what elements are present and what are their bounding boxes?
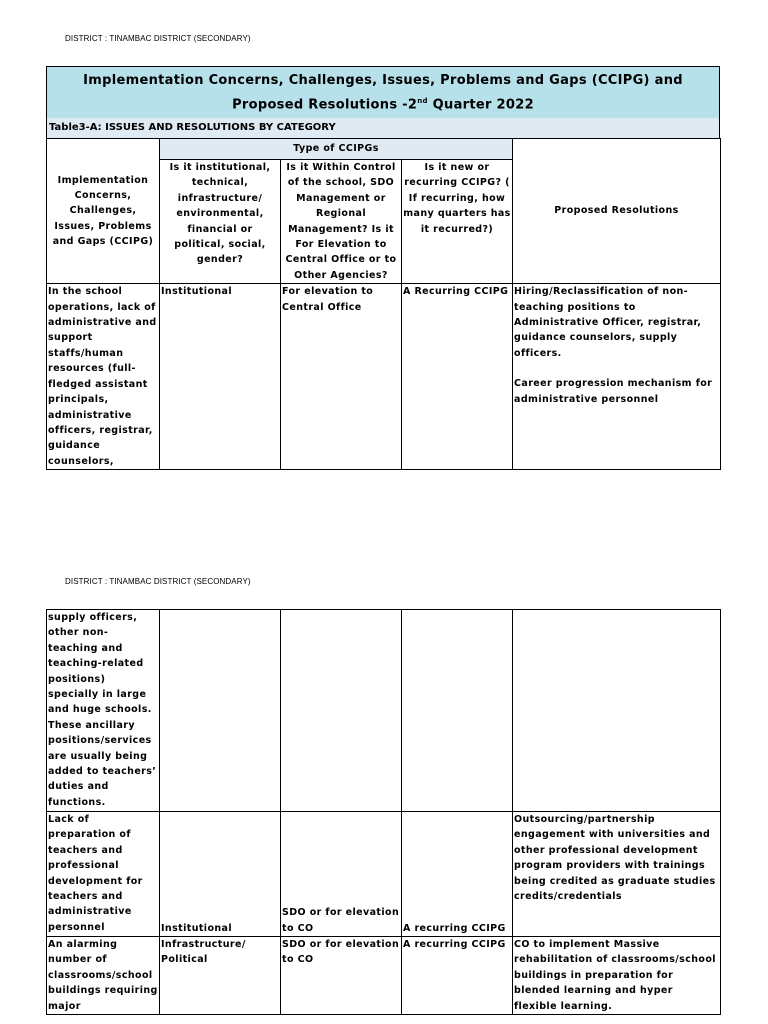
header-type-group: Type of CCIPGs bbox=[160, 139, 513, 160]
cell-ccipg: In the school operations, lack of administrative and support staffs/human resources (full-fledged assistant principals, administrative officers, registrar, guidance counselors, bbox=[47, 284, 160, 470]
cell-ccipg: supply officers, other non-teaching and teaching-related positions) specially in large and huge schools. These ancillary positions/services are usually being added to teachers’ duties and functions. bbox=[47, 610, 160, 812]
cell-recurring: A recurring CCIPG bbox=[402, 812, 513, 937]
cell-type bbox=[160, 610, 281, 812]
cell-resolution bbox=[513, 610, 721, 812]
header-institutional: Is it institutional, technical, infrastructure/ environmental, financial or political, social, gender? bbox=[160, 160, 281, 284]
ccipg-table-page2 bbox=[46, 609, 721, 1015]
ccipg-table-page1 bbox=[46, 138, 721, 470]
resolution-paragraph-2: Career progression mechanism for administrative personnel bbox=[514, 378, 713, 405]
title-line-2: Proposed Resolutions -2nd Quarter 2022 bbox=[232, 96, 534, 113]
report-title bbox=[83, 70, 683, 115]
cell-control: SDO or for elevation to CO bbox=[281, 937, 402, 1015]
title-line-1: Implementation Concerns, Challenges, Issues, Problems and Gaps (CCIPG) and bbox=[83, 72, 683, 88]
cell-control: For elevation to Central Office bbox=[281, 284, 402, 470]
table-row bbox=[47, 812, 721, 937]
header-resolutions: Proposed Resolutions bbox=[513, 139, 721, 284]
header-control: Is it Within Control of the school, SDO Management or Regional Management? Is it For Elevation to Central Office or to Other Agencies? bbox=[281, 160, 402, 284]
header-recurring: Is it new or recurring CCIPG? ( If recurring, how many quarters has it recurred?) bbox=[402, 160, 513, 284]
cell-resolution bbox=[513, 284, 721, 470]
cell-recurring: A Recurring CCIPG bbox=[402, 284, 513, 470]
cell-type: Infrastructure/ Political bbox=[160, 937, 281, 1015]
table-caption: Table3-A: ISSUES AND RESOLUTIONS BY CATEGORY bbox=[46, 118, 720, 139]
district-label-page2: DISTRICT : TINAMBAC DISTRICT (SECONDARY) bbox=[65, 577, 251, 586]
cell-recurring: A recurring CCIPG bbox=[402, 937, 513, 1015]
table-row bbox=[47, 610, 721, 812]
cell-resolution: CO to implement Massive rehabilitation of classrooms/school buildings in preparation for blended learning and hyper flexible learning. bbox=[513, 937, 721, 1015]
cell-control: SDO or for elevation to CO bbox=[281, 812, 402, 937]
resolution-paragraph-1: Hiring/Reclassification of non-teaching positions to Administrative Officer, registrar, guidance counselors, supply officers. bbox=[514, 286, 702, 359]
cell-type: Institutional bbox=[160, 812, 281, 937]
district-label: DISTRICT : TINAMBAC DISTRICT (SECONDARY) bbox=[65, 34, 251, 43]
header-ccipg: Implementation Concerns, Challenges, Issues, Problems and Gaps (CCIPG) bbox=[47, 139, 160, 284]
cell-ccipg: An alarming number of classrooms/school buildings requiring major bbox=[47, 937, 160, 1015]
report-title-banner bbox=[46, 66, 720, 119]
table-row bbox=[47, 284, 721, 470]
table-row bbox=[47, 937, 721, 1015]
cell-resolution: Outsourcing/partnership engagement with universities and other professional development program providers with trainings being credited as graduate studies credits/credentials bbox=[513, 812, 721, 937]
cell-recurring bbox=[402, 610, 513, 812]
cell-control bbox=[281, 610, 402, 812]
cell-type: Institutional bbox=[160, 284, 281, 470]
cell-ccipg: Lack of preparation of teachers and professional development for teachers and administrative personnel bbox=[47, 812, 160, 937]
